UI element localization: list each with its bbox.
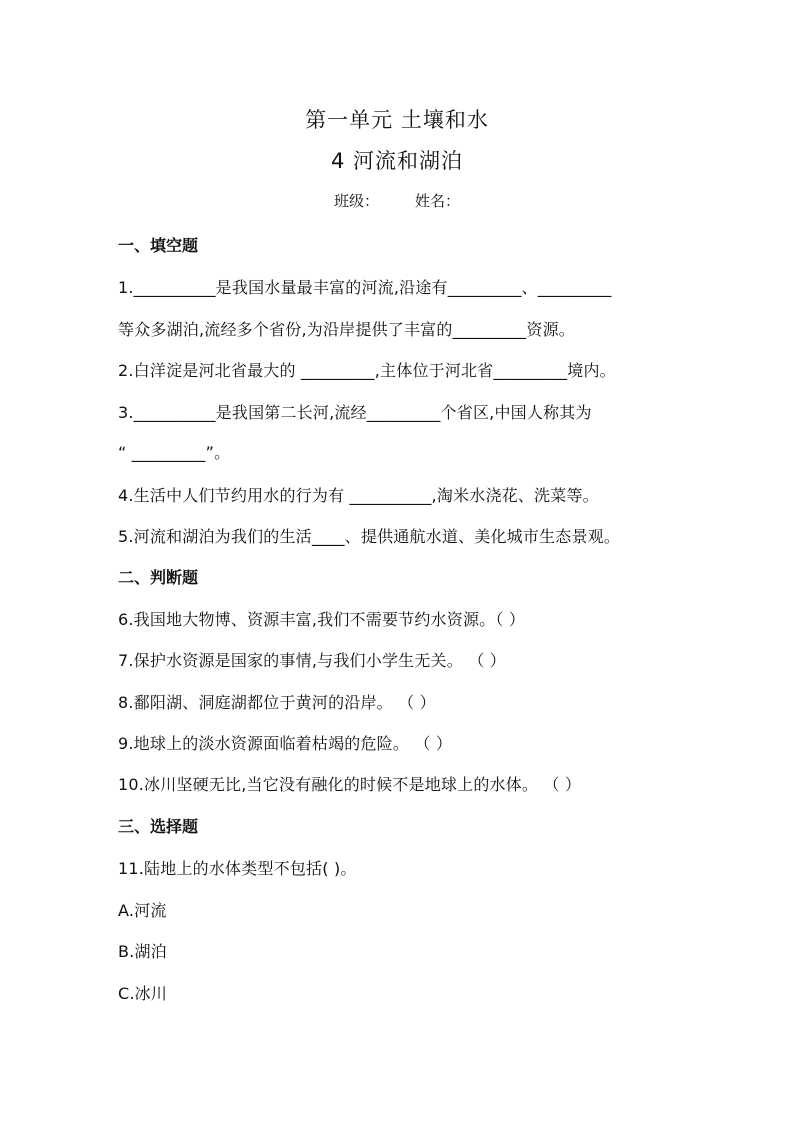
option-line: B.湖泊 <box>118 942 167 961</box>
question-line: 7.保护水资源是国家的事情,与我们小学生无关。 （ ） <box>118 651 506 670</box>
section-choice: 三、选择题 <box>118 817 199 836</box>
question-line: 4.生活中人们节约用水的行为有 __________,淘米水浇花、洗菜等。 <box>118 486 599 505</box>
question-line: 11.陆地上的水体类型不包括( )。 <box>118 859 357 878</box>
question-line: “ _________”。 <box>118 443 231 462</box>
question-line: 8.鄱阳湖、洞庭湖都位于黄河的沿岸。 （ ） <box>118 693 436 712</box>
question-line: 3.__________是我国第二长河,流经_________个省区,中国人称其为 <box>118 403 592 422</box>
question-line: 9.地球上的淡水资源面临着枯竭的危险。 （ ） <box>118 734 453 753</box>
question-line: 6.我国地大物博、资源丰富,我们不需要节约水资源。（ ） <box>118 610 526 629</box>
question-line: 等众多湖泊,流经多个省份,为沿岸提供了丰富的_________资源。 <box>118 320 575 339</box>
question-line: 2.白洋淀是河北省最大的 _________,主体位于河北省_________境内。 <box>118 361 616 380</box>
question-line: 5.河流和湖泊为我们的生活____、提供通航水道、美化城市生态景观。 <box>118 527 621 546</box>
name-label: 姓名： <box>415 192 461 210</box>
question-line: 1.__________是我国水量最丰富的河流,沿途有_________、_________ <box>118 278 612 297</box>
option-line: A.河流 <box>118 901 167 920</box>
lesson-title: 4 河流和湖泊 <box>330 149 464 173</box>
option-line: C.冰川 <box>118 984 168 1003</box>
section-fill-in: 一、填空题 <box>118 236 199 255</box>
unit-title: 第一单元 土壤和水 <box>305 108 489 132</box>
question-line: 10.冰川坚硬无比,当它没有融化的时候不是地球上的水体。 （ ） <box>118 775 582 794</box>
section-judgment: 二、判断题 <box>118 568 199 587</box>
class-label: 班级： <box>333 192 379 210</box>
student-info <box>0 190 794 211</box>
